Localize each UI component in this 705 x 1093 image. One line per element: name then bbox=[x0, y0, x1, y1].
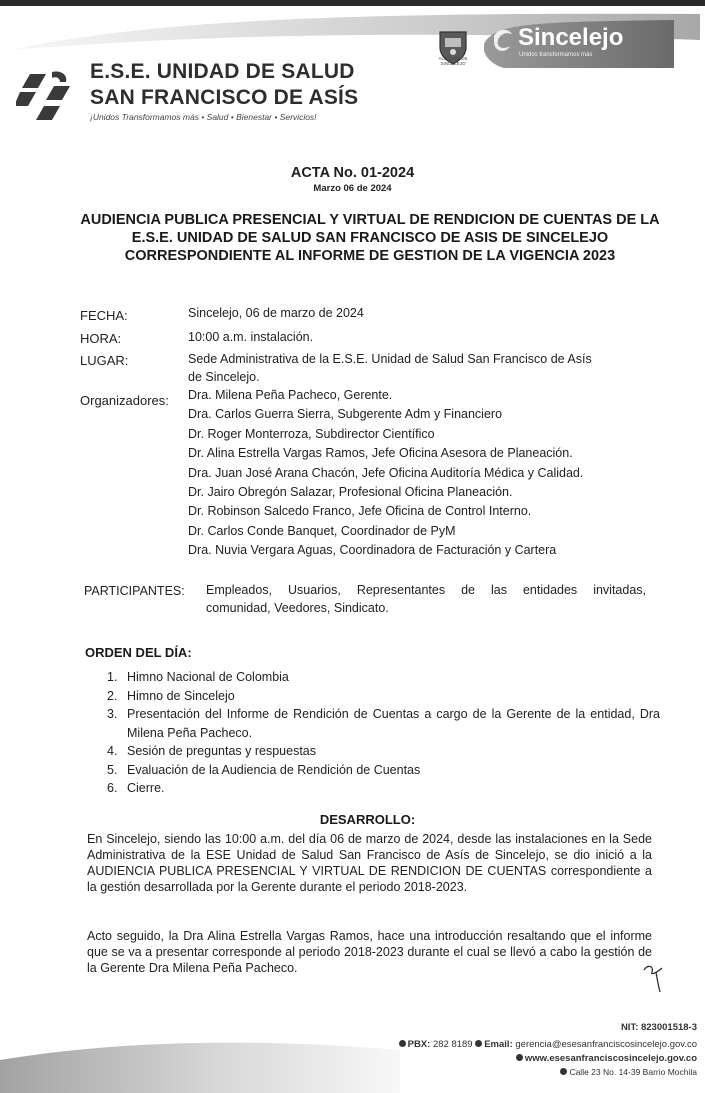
footer-address: Calle 23 No. 14-39 Barrio Mochila bbox=[569, 1067, 697, 1075]
organizador-item: Dra. Nuvia Vergara Aguas, Coordinadora de Facturación y Cartera bbox=[188, 543, 557, 558]
organizador-item: Dr. Roger Monterroza, Subdirector Científico bbox=[188, 426, 435, 441]
city-seal-caption: ALCALDÍA DE SINCELEJO bbox=[438, 56, 468, 66]
organizador-item: Dra. Juan José Arana Chacón, Jefe Oficina Auditoría Médica y Calidad. bbox=[188, 465, 584, 480]
organization-slogan: ¡Unidos Transformamos más • Salud • Bienestar • Servicios! bbox=[90, 112, 317, 122]
participantes-label: PARTICIPANTES: bbox=[84, 584, 185, 598]
desarrollo-paragraph-2: Acto seguido, la Dra Alina Estrella Vargas Ramos, hace una introducción resaltando que el informe que se va a presentar corresponde al periodo 2018-2023 durante el cual se llevó a cabo la gestión de la Gerente Dra Milena Peña Pacheco. bbox=[87, 929, 652, 975]
orden-del-dia-title: ORDEN DEL DÍA: bbox=[85, 645, 192, 660]
participantes-value-line1: Empleados, Usuarios, Representantes de las entidades invitadas, bbox=[206, 583, 646, 597]
email-value: gerencia@esesanfranciscosincelejo.gov.co bbox=[515, 1039, 697, 1050]
pbx-label: PBX: bbox=[407, 1039, 431, 1050]
agenda-item bbox=[100, 705, 660, 742]
agenda-item bbox=[100, 779, 660, 798]
organizador-item: Dr. Robinson Salcedo Franco, Jefe Oficina de Control Interno. bbox=[188, 504, 532, 519]
acta-date: Marzo 06 de 2024 bbox=[313, 183, 392, 194]
acta-title: ACTA No. 01-2024 bbox=[290, 165, 415, 181]
fecha-label: FECHA: bbox=[80, 308, 128, 323]
footer-band bbox=[0, 1030, 400, 1093]
hora-label: HORA: bbox=[80, 331, 122, 346]
agenda-item-text: Himno Nacional de Colombia bbox=[127, 670, 289, 684]
agenda-item-number: 5. bbox=[107, 762, 118, 777]
globe-icon bbox=[516, 1054, 523, 1061]
agenda-item-number: 2. bbox=[107, 688, 118, 703]
desarrollo-paragraph-1: En Sincelejo, siendo las 10:00 a.m. del día 06 de marzo de 2024, desde las instalaciones en la Sede Administrativa de la ESE Unidad de Salud San Francisco de Asís de Sincelejo, se dio inició a la AUDIENCIA PUBLICA PRESENCIAL Y VIRTUAL DE RENDICION DE CUENTAS correspondiente a la gestión desarrollada por la Gerente durante el periodo 2018-2023. bbox=[87, 832, 652, 894]
phone-icon bbox=[399, 1040, 406, 1047]
agenda-item bbox=[100, 687, 660, 706]
agenda-item-number: 4. bbox=[107, 744, 118, 758]
hora-value: 10:00 a.m. instalación. bbox=[188, 330, 314, 344]
agenda-item-text: Evaluación de la Audiencia de Rendición de Cuentas bbox=[127, 762, 421, 777]
email-label: Email: bbox=[484, 1039, 513, 1050]
agenda-item-text: Cierre. bbox=[127, 781, 165, 795]
organizador-item: Dr. Alina Estrella Vargas Ramos, Jefe Oficina Asesora de Planeación. bbox=[188, 446, 573, 461]
organizadores-list bbox=[188, 388, 583, 563]
pbx-value: 282 8189 bbox=[432, 1039, 473, 1050]
footer-web-line bbox=[516, 1053, 697, 1064]
lugar-value-line2: de Sincelejo. bbox=[188, 370, 260, 384]
agenda-item-number: 1. bbox=[107, 670, 118, 684]
organization-name-line2: SAN FRANCISCO DE ASÍS bbox=[90, 86, 359, 109]
footer-web: www.esesanfranciscosincelejo.gov.co bbox=[524, 1053, 697, 1064]
location-icon bbox=[560, 1068, 567, 1075]
agenda-item bbox=[100, 668, 660, 687]
footer-nit: NIT: 823001518-3 bbox=[620, 1022, 697, 1033]
organization-logo-icon bbox=[16, 66, 78, 126]
organizador-item: Dr. Carlos Conde Banquet, Coordinador de PyM bbox=[188, 523, 456, 538]
agenda-item-text: Sesión de preguntas y respuestas bbox=[127, 744, 317, 758]
organizador-item: Dra. Carlos Guerra Sierra, Subgerente Adm y Financiero bbox=[188, 407, 503, 422]
lugar-label: LUGAR: bbox=[80, 353, 129, 368]
lugar-value-line1: Sede Administrativa de la E.S.E. Unidad de Salud San Francisco de Asís bbox=[188, 352, 592, 366]
footer-contact-line bbox=[399, 1039, 697, 1050]
city-slogan: Unidos transformamos más bbox=[519, 52, 593, 58]
email-icon bbox=[475, 1040, 482, 1047]
organizadores-label: Organizadores: bbox=[80, 393, 169, 408]
organization-name-line1: E.S.E. UNIDAD DE SALUD bbox=[90, 60, 355, 83]
agenda-item-number: 6. bbox=[107, 781, 118, 795]
document-main-title: AUDIENCIA PUBLICA PRESENCIAL Y VIRTUAL DE RENDICION DE CUENTAS DE LA E.S.E. UNIDAD DE SALUD SAN FRANCISCO DE ASIS DE SINCELEJO CORRESPONDIENTE AL INFORME DE GESTION DE LA VIGENCIA 2023 bbox=[80, 212, 660, 264]
city-name: Sincelejo bbox=[518, 24, 624, 51]
footer-address-line bbox=[560, 1067, 697, 1075]
agenda-item-text: Presentación del Informe de Rendición de Cuentas a cargo de la Gerente de la entidad, Dra Milena Peña Pacheco. bbox=[127, 707, 660, 740]
agenda-item-text: Himno de Sincelejo bbox=[127, 688, 235, 703]
agenda-list bbox=[100, 668, 660, 798]
desarrollo-title: DESARROLLO: bbox=[319, 812, 416, 827]
signature-mark-icon bbox=[640, 960, 670, 994]
agenda-item-number: 3. bbox=[107, 707, 118, 721]
agenda-item bbox=[100, 761, 660, 780]
agenda-item bbox=[100, 742, 660, 761]
fecha-value: Sincelejo, 06 de marzo de 2024 bbox=[188, 306, 364, 320]
participantes-value-line2: comunidad, Veedores, Sindicato. bbox=[206, 601, 389, 615]
organizador-item: Dra. Milena Peña Pacheco, Gerente. bbox=[188, 388, 393, 402]
organizador-item: Dr. Jairo Obregón Salazar, Profesional Oficina Planeación. bbox=[188, 484, 513, 499]
